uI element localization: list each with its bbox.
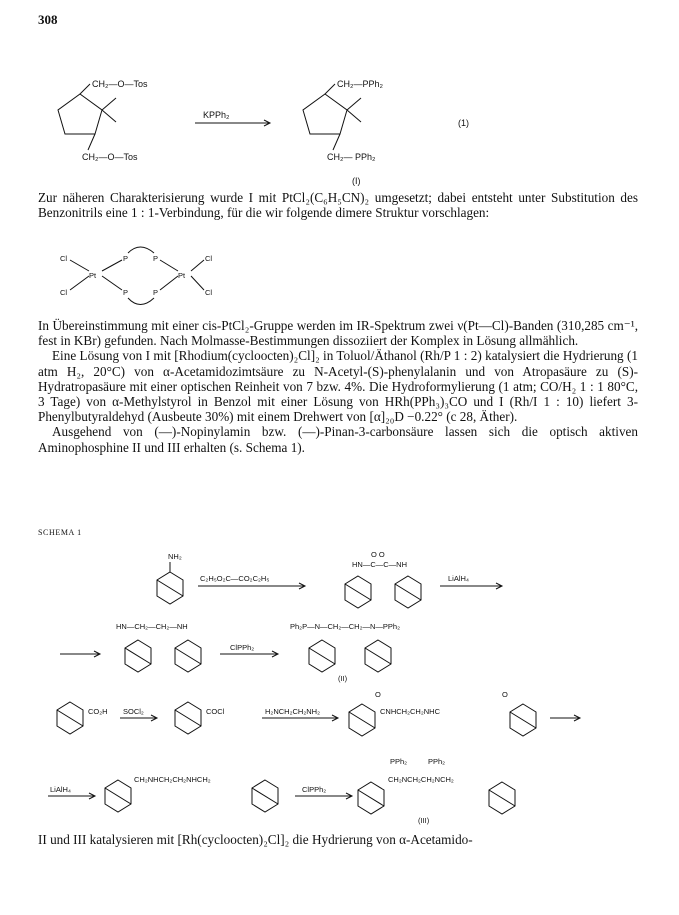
compound-number: (II): [338, 674, 348, 683]
carbonyl-o: O: [375, 690, 381, 699]
reagent-label: KPPh₂: [203, 110, 230, 120]
reagent-label: LiAlH₄: [50, 785, 71, 794]
reagent-label: ClPPh₂: [230, 643, 255, 652]
substituent-label: CH₂—O—Tos: [82, 152, 138, 162]
carbonyl-o: O: [502, 690, 508, 699]
schema-row-4: [40, 754, 660, 826]
platinum-dimer-structure: [58, 243, 258, 311]
acid-chloride-label: COCl: [206, 707, 225, 716]
cl-atom: Cl: [60, 254, 68, 263]
oxamide-label: HN—C—C—NH: [352, 560, 407, 569]
nh2-label: NH₂: [168, 552, 182, 561]
paragraph-text: Ausgehend von (—)-Nopinylamin bzw. (—)-Pinan-3-carbonsäure lassen sich die optisch aktiven Aminophosphine II und III erhalten (s. Schema 1).: [38, 424, 638, 455]
reagent-label: C₂H₅O₂C—CO₂C₂H₅: [200, 574, 270, 583]
substituent-label: CH₂— PPh₂: [327, 152, 376, 162]
equation-number: (1): [458, 118, 469, 128]
paragraph-text: Eine Lösung von I mit [Rhodium(cycloocten)₂Cl]₂ in Toluol/Äthanol (Rh/P 1 : 2) katalysiert die Hydrierung (1 atm H₂, 20°C) von α-Acetamidozimtsäure zu N-Acetyl-(S)-phenylalanin und von Atropasäure zu (S)-Hydratropasäure mit einer optischen Reinheit von 7 bzw. 4%. Die Hydroformylierung (1 atm; CO/H₂ 1 : 1 80°C, 3 Tage) von α-Methylstyrol in Benzol mit einer Lösung von HRh(PPh₃)₃CO und I (Rh/I 1 : 10) liefert 3-Phenylbutyraldehyd (Ausbeute 30%) mit einem Drehwert von [α]₂₀D −0.22° (c 28, Äther).: [38, 348, 638, 425]
p-atom: P: [123, 254, 129, 263]
cl-atom: Cl: [205, 288, 213, 297]
paragraph-text: In Übereinstimmung mit einer cis-PtCl₂-Gruppe werden im IR-Spektrum zwei ν(Pt—Cl)-Banden (310,285 cm⁻¹, fest in KBr) gefunden. Nach Molmasse-Bestimmungen dissoziiert der Komplex in Lösung allmählich.: [38, 318, 638, 349]
p-atom: P: [153, 288, 159, 297]
p-atom: P: [153, 254, 159, 263]
cl-atom: Cl: [205, 254, 213, 263]
pph2-label: PPh₂: [390, 757, 408, 766]
cyclopentane-right: [303, 94, 347, 134]
reagent-label: SOCl₂: [123, 707, 144, 716]
carbonyl-o: O O: [371, 550, 385, 559]
compound-number: (III): [418, 816, 430, 825]
schema-row-3: [40, 690, 660, 746]
reagent-label: LiAlH₄: [448, 574, 469, 583]
diamine-label: CH₂NHCH₂CH₂NHCH₂: [134, 775, 211, 784]
paragraph-1: [38, 190, 638, 220]
paragraph-2: [38, 318, 638, 455]
p-atom: P: [123, 288, 129, 297]
schema-title: SCHEMA 1: [38, 528, 82, 537]
schema-row-2: [40, 618, 660, 684]
reagent-label: ClPPh₂: [302, 785, 327, 794]
paragraph-text: II und III katalysieren mit [Rh(cycloocten)₂Cl]₂ die Hydrierung von α-Acetamido-: [38, 832, 473, 847]
paragraph-text: Zur näheren Charakterisierung wurde I mit PtCl₂(C₆H₅CN)₂ umgesetzt; dabei entsteht unter Substitution des Benzonitrils eine 1 : 1-Verbindung, für die wir folgende dimere Struktur vorschlagen:: [38, 190, 638, 221]
substituent-label: CH₂—O—Tos: [92, 79, 148, 89]
page-number: 308: [38, 12, 58, 27]
schema-row-1: [40, 548, 660, 618]
substituent-label: CH₂—PPh₂: [337, 79, 383, 89]
scheme-equation-1: [40, 70, 560, 188]
pt-atom: Pt: [178, 271, 186, 280]
pph2-label: PPh₂: [428, 757, 446, 766]
paragraph-3: [38, 832, 638, 847]
compound-number: (I): [352, 176, 361, 186]
cl-atom: Cl: [60, 288, 68, 297]
aminophosphine-label: Ph₂P—N—CH₂—CH₂—N—PPh₂: [290, 622, 400, 631]
aminophosphine-label: CH₂NCH₂CH₂NCH₂: [388, 775, 454, 784]
diamide-label: CNHCH₂CH₂NHC: [380, 707, 440, 716]
reagent-label: H₂NCH₂CH₂NH₂: [265, 707, 320, 716]
cyclopentane-left: [58, 94, 102, 134]
diamine-label: HN—CH₂—CH₂—NH: [116, 622, 188, 631]
acid-label: CO₂H: [88, 707, 108, 716]
pt-atom: Pt: [89, 271, 97, 280]
